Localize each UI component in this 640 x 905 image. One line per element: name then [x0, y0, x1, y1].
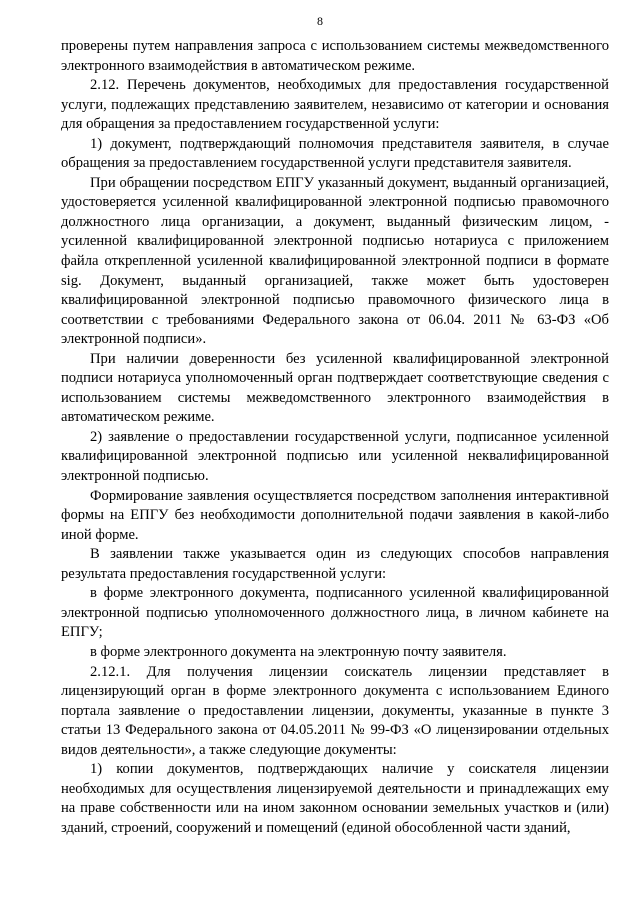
paragraph: в форме электронного документа, подписанного усиленной квалифицированной электронной подписью уполномоченного должностного лица, в личном кабинете на ЕПГУ;	[61, 585, 609, 641]
paragraph: При обращении посредством ЕПГУ указанный документ, выданный организацией, удостоверяется усиленной квалифицированной электронной подписью правомочного должностного лица организации, а документ, выданный физическим лицом, - усиленной квалифицированной электронной подписью нотариуса с приложением файла открепленной усиленной квалифицированной электронной подписи в формате sig. Документ, выданный организацией, также может быть удостоверен квалифицированной электронной подписью правомочного физического лица в соответствии с требованиями Федерального закона от 06.04. 2011 № 63-ФЗ «Об электронной подписи».	[61, 174, 609, 348]
page-number: 8	[317, 14, 323, 28]
paragraph: В заявлении также указывается один из следующих способов направления результата предоставления государственной услуги:	[61, 546, 609, 582]
paragraph: 1) копии документов, подтверждающих наличие у соискателя лицензии необходимых для осуществления лицензируемой деятельности и принадлежащих ему на праве собственности или на ином законном основании земельных участков и (или) зданий, строений, сооружений и помещений (единой обособленной части зданий,	[61, 761, 609, 836]
paragraph: 2) заявление о предоставлении государственной услуги, подписанное усиленной квалифицированной электронной подписью или усиленной неквалифицированной электронной подписью.	[61, 428, 609, 485]
paragraph: При наличии доверенности без усиленной квалифицированной электронной подписи нотариуса уполномоченный орган подтверждает соответствующие сведения с использованием системы межведомственного электронного взаимодействия в автоматическом режиме.	[61, 350, 609, 426]
paragraph: в форме электронного документа на электронную почту заявителя.	[90, 643, 507, 660]
paragraph: Формирование заявления осуществляется посредством заполнения интерактивной формы на ЕПГУ без необходимости дополнительной подачи заявления в какой-либо иной форме.	[61, 487, 609, 543]
paragraph: 2.12.1. Для получения лицензии соискатель лицензии представляет в лицензирующий орган в форме электронного документа с использованием Единого портала заявление о предоставлении лицензии, документы, указанные в пункте 3 статьи 13 Федерального закона от 04.05.2011 № 99-ФЗ «О лицензировании отдельных видов деятельности», а также следующие документы:	[61, 663, 609, 758]
paragraph: 1) документ, подтверждающий полномочия представителя заявителя, в случае обращения за предоставлением государственной услуги представителя заявителя.	[61, 135, 609, 172]
document-body	[61, 37, 609, 838]
paragraph: 2.12. Перечень документов, необходимых для предоставления государственной услуги, подлежащих представлению заявителем, независимо от категории и основания для обращения за предоставлением государственной услуги:	[61, 77, 609, 133]
paragraph: проверены путем направления запроса с использованием системы межведомственного электронного взаимодействия в автоматическом режиме.	[61, 38, 609, 74]
